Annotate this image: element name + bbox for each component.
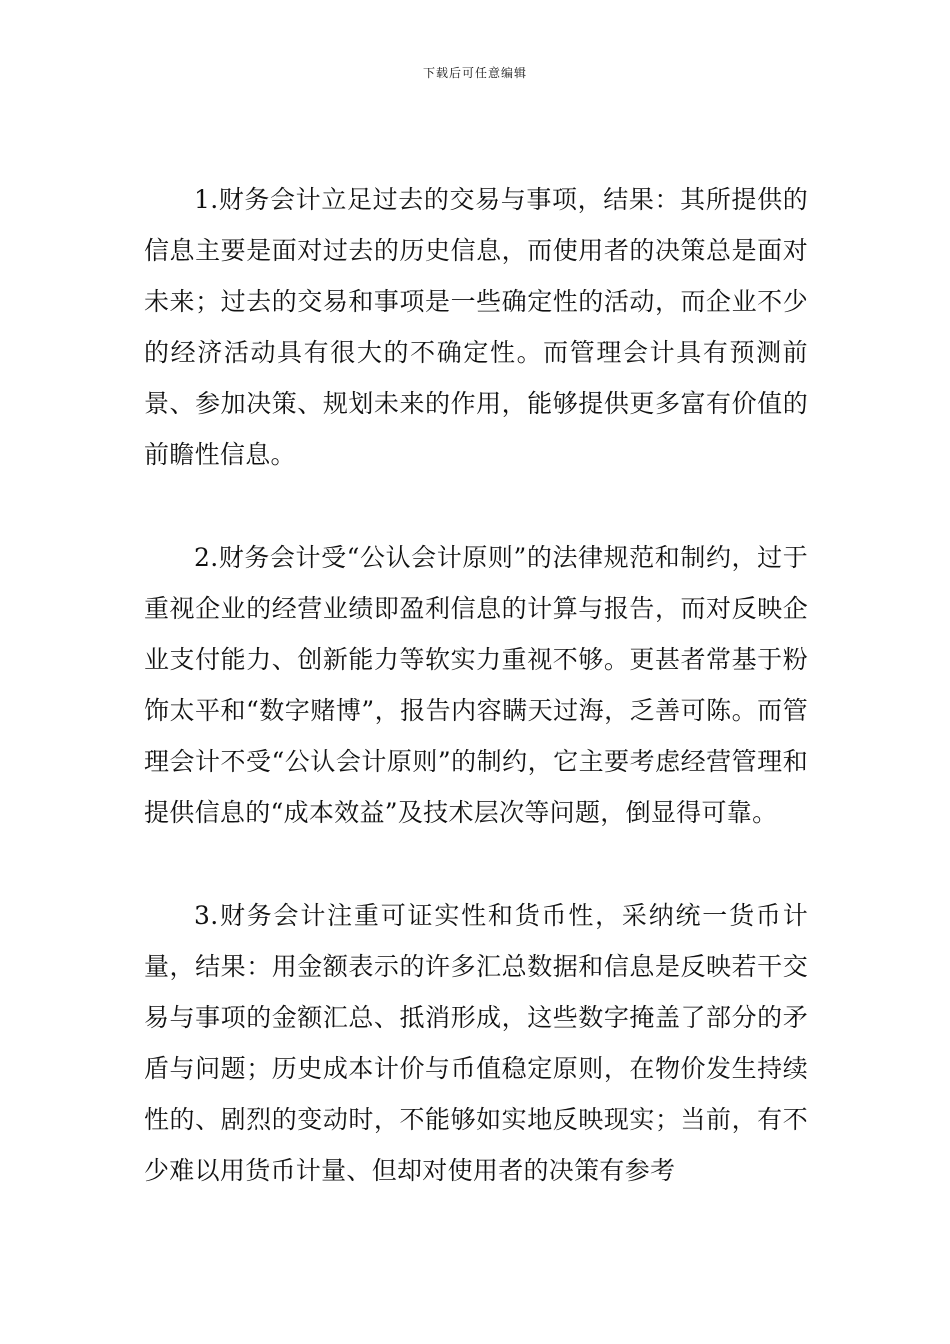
paragraph-1: 1.财务会计立足过去的交易与事项，结果：其所提供的信息主要是面对过去的历史信息，而使用者的决策总是面对未来；过去的交易和事项是一些确定性的活动，而企业不少的经济活动具有很大的不确定性。而管理会计具有预测前景、参加决策、规划未来的作用，能够提供更多富有价值的前瞻性信息。	[144, 185, 808, 469]
page-header-note: 下载后可任意编辑	[422, 66, 527, 80]
paragraph-3: 3.财务会计注重可证实性和货币性，采纳统一货币计量，结果：用金额表示的许多汇总数据和信息是反映若干交易与事项的金额汇总、抵消形成，这些数字掩盖了部分的矛盾与问题；历史成本计价与币值稳定原则，在物价发生持续性的、剧烈的变动时，不能够如实地反映现实；当前，有不少难以用货币计量、但却对使用者的决策有参考	[144, 901, 808, 1185]
paragraph-2: 2.财务会计受“公认会计原则”的法律规范和制约，过于重视企业的经营业绩即盈利信息的计算与报告，而对反映企业支付能力、创新能力等软实力重视不够。更甚者常基于粉饰太平和“数字赌博”，报告内容瞒天过海，乏善可陈。而管理会计不受“公认会计原则”的制约，它主要考虑经营管理和提供信息的“成本效益”及技术层次等问题，倒显得可靠。	[144, 543, 808, 827]
document-body	[144, 174, 808, 1248]
